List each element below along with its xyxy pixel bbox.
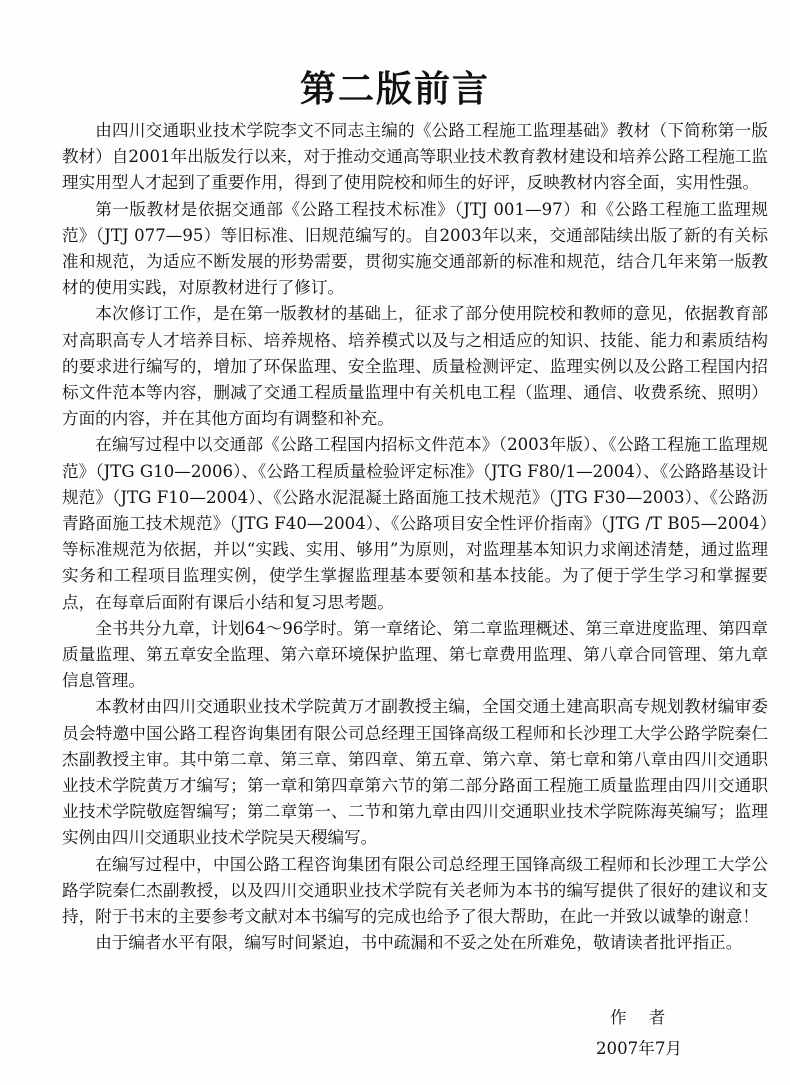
signature-date: 2007年7月	[596, 1039, 682, 1058]
paragraph: 由于编者水平有限，编写时间紧迫，书中疏漏和不妥之处在所难免，敬请读者批评指正。	[95, 933, 743, 953]
page-title: 第二版前言	[299, 69, 490, 111]
paragraph: 在编写过程中以交通部《公路工程国内招标文件范本》（2003年版）、《公路工程施工监理规范》（JTG G10—2006）、《公路工程质量检验评定标准》（JTG F80/1—2004）、《公路路基设计规范》（JTG F10—2004）、《公路水泥混凝土路面施工技术规范》（JTG F30—2003）、《公路沥青路面施工技术规范》（JTG F40—2004）、《公路项目安全性评价指南》（JTG /T B05—2004）等标准规范为依据，并以“实践、实用、够用”为原则，对监理基本知识力求阐述清楚，通过监理实务和工程项目监理实例，使学生掌握监理基本要领和基本技能。为了便于学生学习和掌握要点，在每章后面附有课后小结和复习思考题。	[62, 435, 768, 612]
paragraph: 全书共分九章，计划64～96学时。第一章绪论、第二章监理概述、第三章进度监理、第四章质量监理、第五章安全监理、第六章环境保护监理、第七章费用监理、第八章合同管理、第九章信息管理。	[62, 618, 768, 691]
paragraph: 由四川交通职业技术学院李文不同志主编的《公路工程施工监理基础》教材（下简称第一版教材）自2001年出版发行以来，对于推动交通高等职业技术教育教材建设和培养公路工程施工监理实用型人才起到了重要作用，得到了使用院校和师生的好评，反映教材内容全面，实用性强。	[62, 121, 768, 193]
paragraph: 本次修订工作，是在第一版教材的基础上，征求了部分使用院校和教师的意见，依据教育部对高职高专人才培养目标、培养规格、培养模式以及与之相适应的知识、技能、能力和素质结构的要求进行编写的，增加了环保监理、安全监理、质量检测评定、监理实例以及公路工程国内招标文件范本等内容，删减了交通工程质量监理中有关机电工程（监理、通信、收费系统、照明）方面的内容，并在其他方面均有调整和补充。	[62, 304, 768, 429]
paragraph: 本教材由四川交通职业技术学院黄万才副教授主编，全国交通土建高职高专规划教材编审委员会特邀中国公路工程咨询集团有限公司总经理王国锋高级工程师和长沙理工大学公路学院秦仁杰副教授主审。其中第二章、第三章、第四章、第五章、第六章、第七章和第八章由四川交通职业技术学院黄万才编写；第一章和第四章第六节的第二部分路面工程施工质量监理由四川交通职业技术学院敬庭智编写；第二章第一、二节和第九章由四川交通职业技术学院陈海英编写；监理实例由四川交通职业技术学院吴天稷编写。	[62, 697, 768, 848]
preface-body	[62, 118, 768, 957]
signature-author: 作者	[610, 1008, 688, 1027]
paragraph: 第一版教材是依据交通部《公路工程技术标准》（JTJ 001—97）和《公路工程施工监理规范》（JTJ 077—95）等旧标准、旧规范编写的。自2003年以来，交通部陆续出版了新的有关标准和规范，为适应不断发展的形势需要，贯彻实施交通部新的标准和规范，结合几年来第一版教材的使用实践，对原教材进行了修订。	[62, 199, 768, 298]
paragraph: 在编写过程中，中国公路工程咨询集团有限公司总经理王国锋高级工程师和长沙理工大学公路学院秦仁杰副教授，以及四川交通职业技术学院有关老师为本书的编写提供了很好的建议和支持，附于书末的主要参考文献对本书编写的完成也给予了很大帮助，在此一并致以诚挚的谢意！	[62, 854, 768, 927]
